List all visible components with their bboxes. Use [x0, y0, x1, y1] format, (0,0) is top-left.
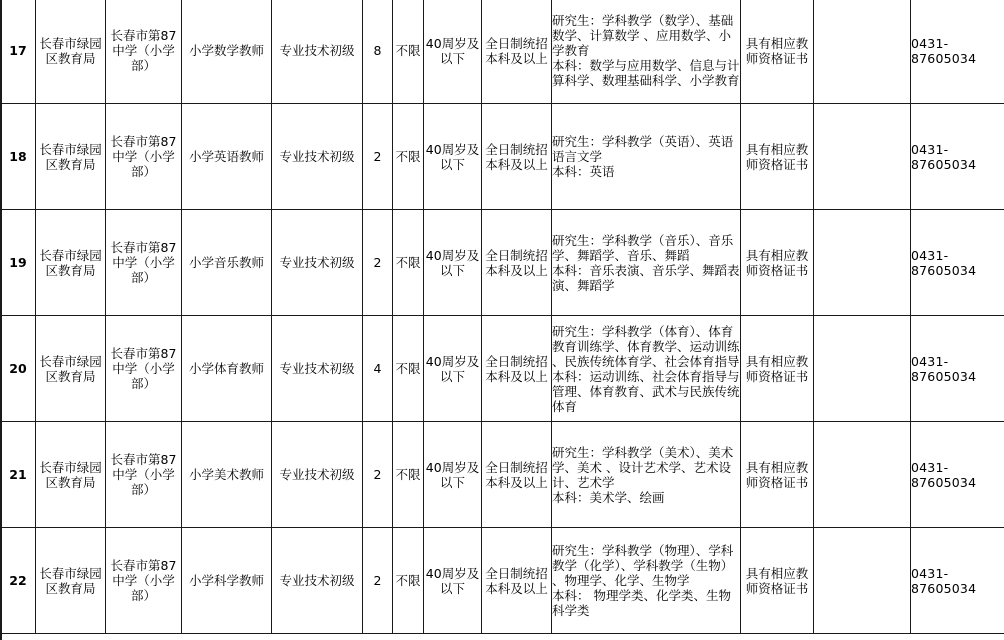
- recruiting-unit-cell: 长春市绿园区教育局: [36, 0, 106, 104]
- position-name-cell: 小学英语教师: [182, 104, 272, 210]
- position-category-cell: 专业技术初级: [272, 422, 363, 528]
- position-name-cell: 小学音乐教师: [182, 210, 272, 316]
- other-requirement-cell: [814, 210, 911, 316]
- recruiting-unit-cell: 长春市绿园区教育局: [36, 528, 106, 634]
- position-category-cell: 专业技术初级: [272, 104, 363, 210]
- contact-phone-cell: 0431-87605034: [911, 0, 1004, 104]
- row-number: 17: [1, 0, 36, 104]
- school-cell: 长春市第87中学（小学部）: [106, 422, 182, 528]
- position-category-cell: 专业技术初级: [272, 528, 363, 634]
- contact-phone-cell: 0431-87605034: [911, 528, 1004, 634]
- school-cell: 长春市第87中学（小学部）: [106, 0, 182, 104]
- position-category-cell: 专业技术初级: [272, 0, 363, 104]
- gender-requirement-cell: 不限: [393, 422, 424, 528]
- other-requirement-cell: [814, 422, 911, 528]
- major-requirement-text: 研究生：学科教学（美术）、美术 学、美术 、设计艺术学、艺术设 计、艺术学 本科：美术学、绘画: [552, 444, 734, 505]
- contact-phone-cell: 0431-87605034: [911, 422, 1004, 528]
- table-row: [1, 104, 1004, 210]
- school-cell: 长春市第87中学（小学部）: [106, 210, 182, 316]
- table-row: [1, 0, 1004, 104]
- education-requirement-cell: 全日制统招本科及以上: [482, 422, 552, 528]
- age-requirement-cell: 40周岁及以下: [424, 316, 482, 422]
- major-requirement-text: 研究生：学科教学（体育）、体育 教育训练学、体育教学、运动训练 、民族传统体育学、社会体育指导 本科：运动训练、社会体育指导与 管理、体育教育、武术与民族传统 体育: [552, 323, 740, 414]
- major-requirement-cell: [552, 104, 741, 210]
- row-number: 22: [1, 528, 36, 634]
- recruiting-unit-cell: 长春市绿园区教育局: [36, 104, 106, 210]
- hiring-count-cell: 2: [363, 422, 393, 528]
- major-requirement-cell: [552, 316, 741, 422]
- certificate-requirement-cell: 具有相应教师资格证书: [741, 104, 814, 210]
- certificate-requirement-cell: 具有相应教师资格证书: [741, 316, 814, 422]
- certificate-requirement-cell: 具有相应教师资格证书: [741, 528, 814, 634]
- recruiting-unit-cell: 长春市绿园区教育局: [36, 210, 106, 316]
- hiring-count-cell: 2: [363, 210, 393, 316]
- position-name-cell: 小学体育教师: [182, 316, 272, 422]
- certificate-requirement-cell: 具有相应教师资格证书: [741, 422, 814, 528]
- other-requirement-cell: [814, 104, 911, 210]
- certificate-requirement-cell: 具有相应教师资格证书: [741, 210, 814, 316]
- row-number: 18: [1, 104, 36, 210]
- contact-phone-cell: 0431-87605034: [911, 316, 1004, 422]
- age-requirement-cell: 40周岁及以下: [424, 528, 482, 634]
- row-number: 19: [1, 210, 36, 316]
- gender-requirement-cell: 不限: [393, 316, 424, 422]
- table-left-border: [0, 0, 2, 640]
- major-requirement-cell: [552, 0, 741, 104]
- major-requirement-text: 研究生：学科教学（数学）、基础 数学、计算数学 、应用数学、小 学教育 本科：数学与应用数学、信息与计 算科学、数理基础科学、小学教育: [552, 13, 740, 88]
- age-requirement-cell: 40周岁及以下: [424, 104, 482, 210]
- position-name-cell: 小学数学教师: [182, 0, 272, 104]
- table-row: [1, 528, 1004, 634]
- education-requirement-cell: 全日制统招本科及以上: [482, 104, 552, 210]
- major-requirement-cell: [552, 422, 741, 528]
- certificate-requirement-cell: 具有相应教师资格证书: [741, 0, 814, 104]
- major-requirement-text: 研究生：学科教学（物理）、学科 教学（化学）、学科教学（生物） 、物理学、化学、生物学 本科： 物理学类、化学类、生物 科学类: [552, 543, 734, 618]
- other-requirement-cell: [814, 316, 911, 422]
- age-requirement-cell: 40周岁及以下: [424, 210, 482, 316]
- contact-phone-cell: 0431-87605034: [911, 104, 1004, 210]
- row-number: 21: [1, 422, 36, 528]
- age-requirement-cell: 40周岁及以下: [424, 422, 482, 528]
- education-requirement-cell: 全日制统招本科及以上: [482, 210, 552, 316]
- age-requirement-cell: 40周岁及以下: [424, 0, 482, 104]
- other-requirement-cell: [814, 528, 911, 634]
- position-category-cell: 专业技术初级: [272, 316, 363, 422]
- hiring-count-cell: 2: [363, 104, 393, 210]
- hiring-count-cell: 2: [363, 528, 393, 634]
- position-name-cell: 小学美术教师: [182, 422, 272, 528]
- school-cell: 长春市第87中学（小学部）: [106, 528, 182, 634]
- education-requirement-cell: 全日制统招本科及以上: [482, 528, 552, 634]
- table-row: [1, 422, 1004, 528]
- school-cell: 长春市第87中学（小学部）: [106, 104, 182, 210]
- row-number: 20: [1, 316, 36, 422]
- table-body: [1, 0, 1004, 634]
- hiring-count-cell: 8: [363, 0, 393, 104]
- table-row: [1, 210, 1004, 316]
- major-requirement-text: 研究生：学科教学（音乐）、音乐 学、舞蹈学、音乐、舞蹈 本科：音乐表演、音乐学、舞蹈表 演、舞蹈学: [552, 232, 740, 293]
- other-requirement-cell: [814, 0, 911, 104]
- major-requirement-cell: [552, 528, 741, 634]
- major-requirement-cell: [552, 210, 741, 316]
- position-category-cell: 专业技术初级: [272, 210, 363, 316]
- position-name-cell: 小学科学教师: [182, 528, 272, 634]
- table-row: [1, 316, 1004, 422]
- gender-requirement-cell: 不限: [393, 210, 424, 316]
- gender-requirement-cell: 不限: [393, 0, 424, 104]
- gender-requirement-cell: 不限: [393, 528, 424, 634]
- major-requirement-text: 研究生：学科教学（英语）、英语 语言文学 本科：英语: [552, 134, 734, 179]
- education-requirement-cell: 全日制统招本科及以上: [482, 0, 552, 104]
- contact-phone-cell: 0431-87605034: [911, 210, 1004, 316]
- hiring-count-cell: 4: [363, 316, 393, 422]
- recruiting-unit-cell: 长春市绿园区教育局: [36, 422, 106, 528]
- gender-requirement-cell: 不限: [393, 104, 424, 210]
- school-cell: 长春市第87中学（小学部）: [106, 316, 182, 422]
- recruiting-unit-cell: 长春市绿园区教育局: [36, 316, 106, 422]
- education-requirement-cell: 全日制统招本科及以上: [482, 316, 552, 422]
